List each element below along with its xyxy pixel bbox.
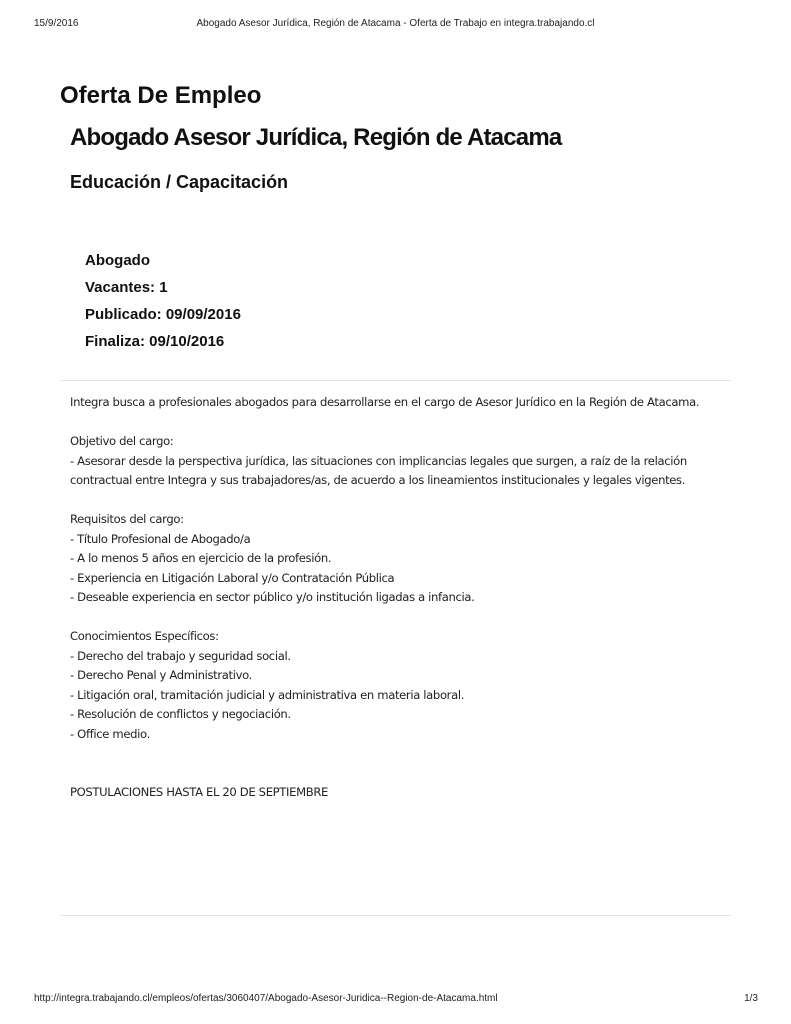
objective-line: - Asesorar desde la perspectiva jurídica, las situaciones con implicancias legales que surgen, a raíz de la relación (70, 453, 687, 468)
objective-title: Objetivo del cargo: (70, 434, 174, 448)
knowledge-item: - Derecho Penal y Administrativo. (70, 668, 252, 682)
knowledge-title: Conocimientos Específicos: (70, 629, 219, 643)
requirement-item: - Experiencia en Litigación Laboral y/o Contratación Pública (70, 570, 395, 585)
divider (60, 380, 731, 381)
description-intro: Integra busca a profesionales abogados para desarrollarse en el cargo de Asesor Jurídico en la Región de Atacama. (70, 395, 700, 409)
divider (60, 915, 731, 916)
job-description (70, 393, 735, 803)
requirement-item: - A lo menos 5 años en ejercicio de la profesión. (70, 551, 332, 565)
job-profession: Abogado (85, 252, 150, 269)
page-heading: Oferta De Empleo (60, 82, 262, 109)
knowledge-item: - Resolución de conflictos y negociación. (70, 707, 291, 721)
requirements-title: Requisitos del cargo: (70, 512, 184, 526)
application-deadline: POSTULACIONES HASTA EL 20 DE SEPTIEMBRE (70, 785, 329, 799)
job-category: Educación / Capacitación (70, 172, 289, 192)
requirement-item: - Título Profesional de Abogado/a (70, 531, 251, 546)
job-end-date: Finaliza: 09/10/2016 (85, 333, 225, 350)
job-vacancies: Vacantes: 1 (85, 279, 168, 296)
page-number: 1/3 (744, 993, 758, 1004)
job-meta (85, 251, 241, 359)
print-url: http://integra.trabajando.cl/empleos/ofertas/3060407/Abogado-Asesor-Juridica--Region-de-Atacama.html (34, 993, 498, 1004)
objective-line: contractual entre Integra y sus trabajadores/as, de acuerdo a los lineamientos institucionales y legales vigentes. (70, 473, 686, 487)
print-date: 15/9/2016 (34, 18, 79, 29)
job-title: Abogado Asesor Jurídica, Región de Atacama (70, 124, 562, 151)
knowledge-item: - Office medio. (70, 726, 150, 741)
job-published-date: Publicado: 09/09/2016 (85, 306, 241, 323)
knowledge-item: - Derecho del trabajo y seguridad social. (70, 648, 291, 663)
requirement-item: - Deseable experiencia en sector público y/o institución ligadas a infancia. (70, 590, 475, 604)
print-page-title: Abogado Asesor Jurídica, Región de Atacama - Oferta de Trabajo en integra.trabajando.cl (196, 18, 595, 29)
knowledge-item: - Litigación oral, tramitación judicial y administrativa en materia laboral. (70, 687, 465, 702)
